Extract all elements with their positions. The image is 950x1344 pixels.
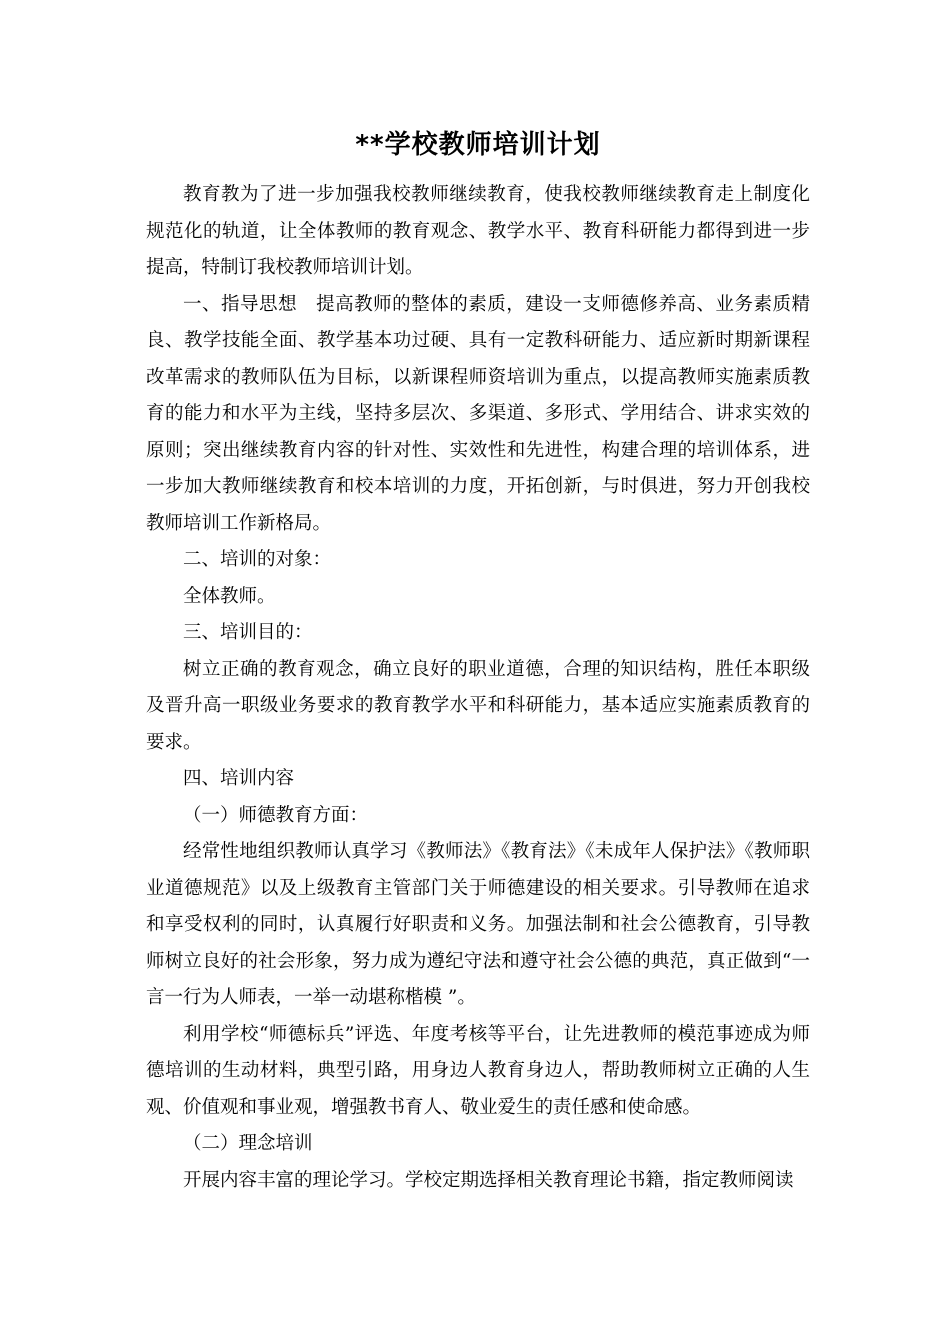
section-heading-target: 二、培训的对象： [183, 549, 332, 570]
concept-paragraph: 开展内容丰富的理论学习。学校定期选择相关教育理论书籍，指定教师阅读 [183, 1169, 794, 1191]
document-page [146, 128, 810, 1199]
purpose-paragraph: 树立正确的教育观念，确立良好的职业道德，合理的知识结构，胜任本职级及晋升高一职级业务要求的教育教学水平和科研能力，基本适应实施素质教育的要求。 [146, 658, 810, 753]
guiding-ideology-paragraph: 一、指导思想 提高教师的整体的素质，建设一支师德修养高、业务素质精良、教学技能全面、教学基本功过硬、具有一定教科研能力、适应新时期新课程改革需求的教师队伍为目标，以新课程师资培训为重点，以提高教师实施素质教育的能力和水平为主线，坚持多层次、多渠道、多形式、学用结合、讲求实效的原则；突出继续教育内容的针对性、实效性和先进性，构建合理的培训体系，进一步加大教师继续教育和校本培训的力度，开拓创新，与时俱进，努力开创我校教师培训工作新格局。 [146, 293, 810, 534]
target-paragraph: 全体教师。 [183, 585, 276, 607]
subsection-heading-concept: （二）理念培训 [183, 1133, 313, 1154]
section-heading-purpose: 三、培训目的： [183, 622, 313, 643]
subsection-heading-ethics: （一）师德教育方面： [183, 804, 369, 826]
section-heading-content: 四、培训内容 [183, 768, 295, 789]
ethics-paragraph-2: 利用学校“师德标兵”评选、年度考核等平台，让先进教师的模范事迹成为师德培训的生动材料，典型引路，用身边人教育身边人，帮助教师树立正确的人生观、价值观和事业观，增强教书育人、敬业爱生的责任感和使命感。 [146, 1023, 810, 1118]
intro-paragraph: 教育教为了进一步加强我校教师继续教育，使我校教师继续教育走上制度化规范化的轨道，让全体教师的教育观念、教学水平、教育科研能力都得到进一步提高，特制订我校教师培训计划。 [146, 184, 810, 278]
ethics-paragraph-1: 经常性地组织教师认真学习《教师法》《教育法》《未成年人保护法》《教师职业道德规范》以及上级教育主管部门关于师德建设的相关要求。引导教师在追求和享受权利的同时，认真履行好职责和义务。加强法制和社会公德教育，引导教师树立良好的社会形象，努力成为遵纪守法和遵守社会公德的典范，真正做到“一言一行为人师表，一举一动堪称楷模 ”。 [146, 841, 810, 1008]
document-title: **学校教师培训计划 [355, 130, 601, 160]
